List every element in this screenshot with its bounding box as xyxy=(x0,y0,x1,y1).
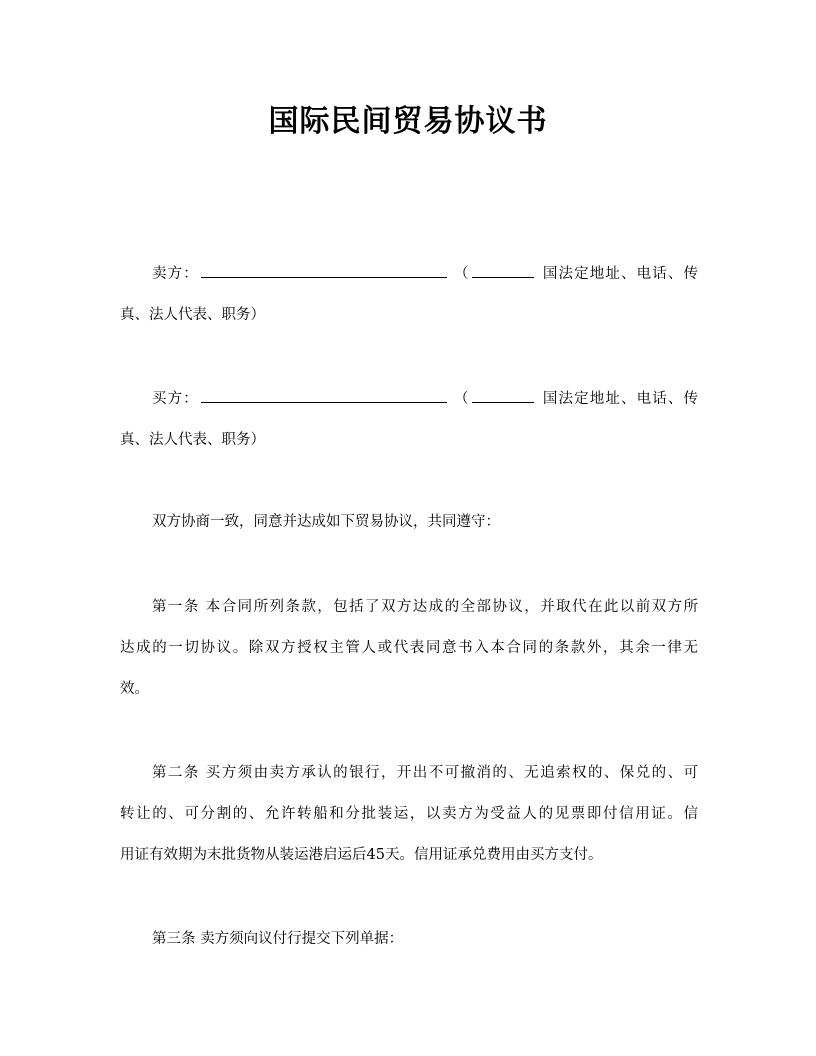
buyer-note-line2: 真、法人代表、职务） xyxy=(120,432,265,448)
seller-country-blank xyxy=(472,263,534,278)
buyer-line xyxy=(152,388,698,409)
seller-note-line1: 国法定地址、电话、传 xyxy=(541,266,698,282)
buyer-note-line1: 国法定地址、电话、传 xyxy=(541,391,698,407)
seller-line xyxy=(152,263,698,284)
article1-line3: 效。 xyxy=(120,681,149,697)
seller-label: 卖方： xyxy=(152,266,199,282)
article3-line1: 第三条 卖方须向议付行提交下列单据： xyxy=(152,931,404,947)
intro-paragraph: 双方协商一致，同意并达成如下贸易协议，共同遵守： xyxy=(152,514,500,530)
article2-line2: 转让的、可分割的、允许转船和分批装运，以卖方为受益人的见票即付信用证。信 xyxy=(120,806,698,822)
buyer-name-blank xyxy=(201,388,447,403)
seller-name-blank xyxy=(201,263,447,278)
seller-open-paren: （ xyxy=(452,266,470,282)
buyer-open-paren: （ xyxy=(452,391,470,407)
article1-line2: 达成的一切协议。除双方授权主管人或代表同意书入本合同的条款外，其余一律无 xyxy=(120,640,698,656)
seller-note-line2: 真、法人代表、职务） xyxy=(120,307,265,323)
buyer-label: 买方： xyxy=(152,391,199,407)
article2-line3: 用证有效期为末批货物从装运港启运后45天。信用证承兑费用由买方支付。 xyxy=(120,847,603,863)
article1-line1: 第一条 本合同所列条款，包括了双方达成的全部协议，并取代在此以前双方所 xyxy=(152,599,698,615)
article2-line1: 第二条 买方须由卖方承认的银行，开出不可撤消的、无追索权的、保兑的、可 xyxy=(152,765,698,781)
buyer-country-blank xyxy=(472,388,534,403)
document-title: 国际民间贸易协议书 xyxy=(268,104,548,139)
